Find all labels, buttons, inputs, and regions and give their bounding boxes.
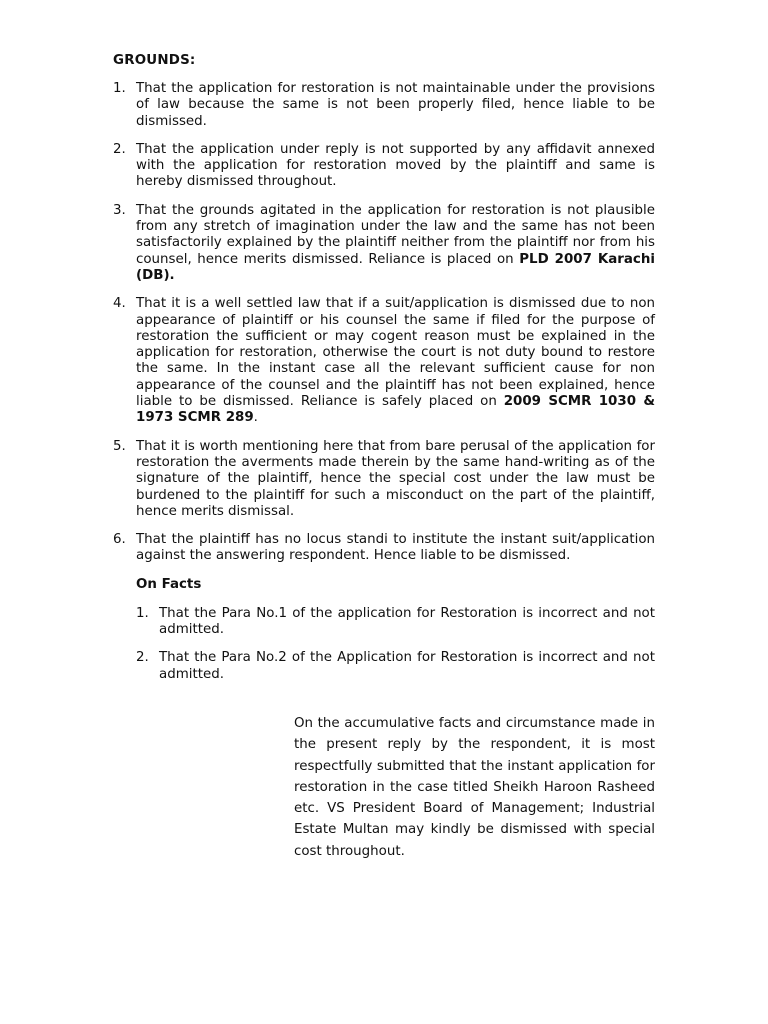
- ground-item: [113, 142, 655, 191]
- ground-number: 5.: [113, 438, 126, 454]
- grounds-list: [113, 81, 655, 565]
- ground-item: [113, 439, 655, 520]
- ground-text: That the grounds agitated in the application for restoration is not plausible from any stretch of imagination under the law and the same has not been satisfactorily explained by the plaintiff neither from the plaintiff nor from his counsel, hence merits dismissed. Reliance is placed on: [136, 202, 655, 267]
- ground-text-tail: .: [253, 410, 258, 426]
- ground-number: 4.: [113, 296, 126, 312]
- ground-text: That the application under reply is not supported by any affidavit annexed with the application for restoration moved by the plaintiff and same is hereby dismissed throughout.: [136, 141, 655, 190]
- ground-text: That it is worth mentioning here that from bare perusal of the application for restoration the averments made therein by the same hand-writing as of the signature of the plaintiff, hence the special cost under the law must be burdened to the plaintiff for such a misconduct on the part of the plaintiff, hence merits dismissal.: [136, 438, 655, 519]
- ground-number: 1.: [113, 81, 126, 96]
- fact-text: That the Para No.2 of the Application for Restoration is incorrect and not admitted.: [159, 650, 655, 682]
- fact-item: [136, 650, 655, 683]
- citation: PLD 2007 Karachi (DB).: [136, 251, 655, 283]
- fact-number: 2.: [136, 650, 149, 666]
- ground-text: That it is a well settled law that if a suit/application is dismissed due to non appearance of plaintiff or his counsel the same if filed for the purpose of restoration the sufficient or may cogent reason must be explained in the application for restoration, otherwise the court is not duty bound to restore the same. In the instant case all the relevant sufficient cause for non appearance of the counsel and the plaintiff has not been explained, hence liable to be dismissed. Reliance is safely placed on: [136, 296, 655, 410]
- fact-text: That the Para No.1 of the application for Restoration is incorrect and not admitted.: [159, 605, 655, 638]
- ground-text: That the application for restoration is not maintainable under the provisions of law because the same is not been properly filed, hence liable to be dismissed.: [136, 81, 655, 129]
- ground-item: [113, 532, 655, 565]
- grounds-heading: GROUNDS:: [113, 53, 196, 68]
- facts-heading: On Facts: [136, 576, 202, 592]
- facts-section: [136, 577, 655, 683]
- ground-item: [113, 296, 655, 426]
- document-page: [113, 53, 655, 862]
- ground-text: That the plaintiff has no locus standi to institute the instant suit/application against the answering respondent. Hence liable to be dismissed.: [136, 532, 655, 564]
- ground-number: 2.: [113, 141, 126, 157]
- ground-number: 3.: [113, 202, 126, 218]
- facts-list: [136, 606, 655, 683]
- fact-number: 1.: [136, 605, 149, 621]
- ground-number: 6.: [113, 532, 126, 548]
- citation: 2009 SCMR 1030 & 1973 SCMR 289: [136, 394, 655, 426]
- ground-item: [113, 81, 655, 130]
- fact-item: [136, 606, 655, 639]
- closing-paragraph: On the accumulative facts and circumstance made in the present reply by the respondent, it is most respectfully submitted that the instant application for restoration in the case titled Sheikh Haroon Rasheed etc. VS President Board of Management; Industrial Estate Multan may kindly be dismissed with special cost throughout.: [294, 715, 655, 859]
- ground-item: [113, 203, 655, 284]
